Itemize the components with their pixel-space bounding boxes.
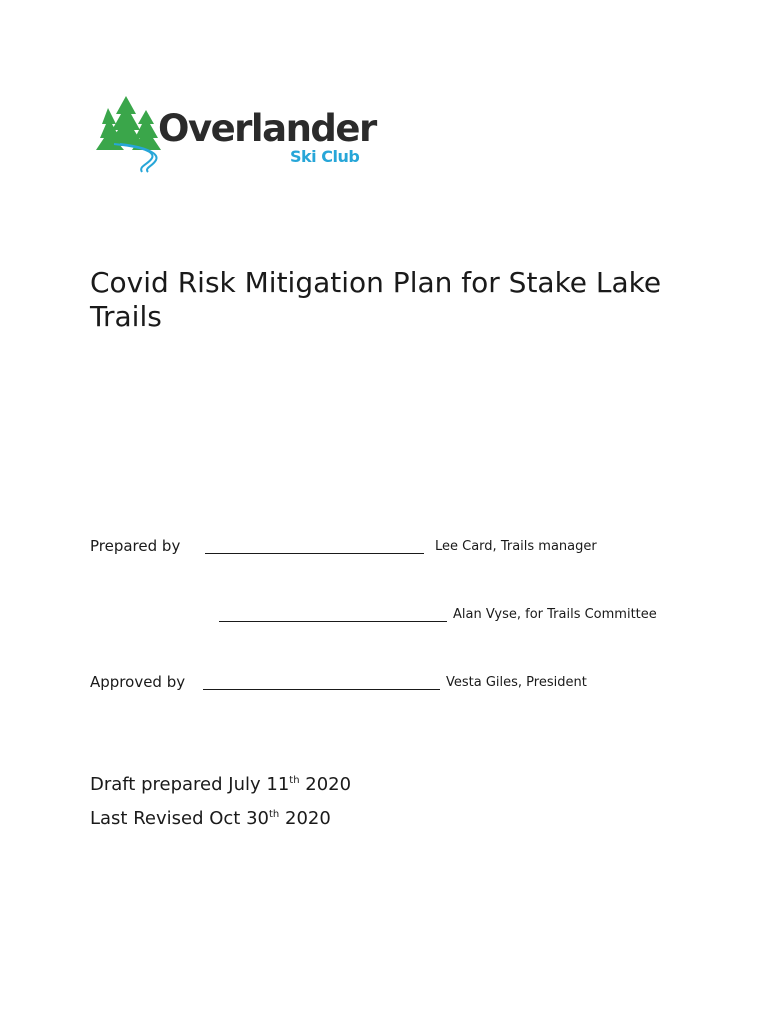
logo-subtitle: Ski Club xyxy=(290,147,360,166)
logo-name: Overlander xyxy=(158,107,376,150)
draft-date: Draft prepared July 11th 2020 xyxy=(90,774,352,795)
preparer2-name: Alan Vyse, for Trails Committee xyxy=(453,607,657,622)
signature-line-approver xyxy=(203,689,440,690)
preparer1-name: Lee Card, Trails manager xyxy=(435,539,597,554)
tree-icon xyxy=(94,94,164,174)
signature-line-preparer1 xyxy=(205,553,424,554)
prepared-by-label: Prepared by xyxy=(90,537,181,555)
document-title: Covid Risk Mitigation Plan for Stake Lake Trails xyxy=(90,266,662,333)
signature-line-preparer2 xyxy=(219,621,447,622)
revised-date: Last Revised Oct 30th 2020 xyxy=(90,808,331,829)
overlander-logo xyxy=(94,94,376,174)
approved-by-label: Approved by xyxy=(90,673,186,691)
approver-name: Vesta Giles, President xyxy=(446,675,587,690)
